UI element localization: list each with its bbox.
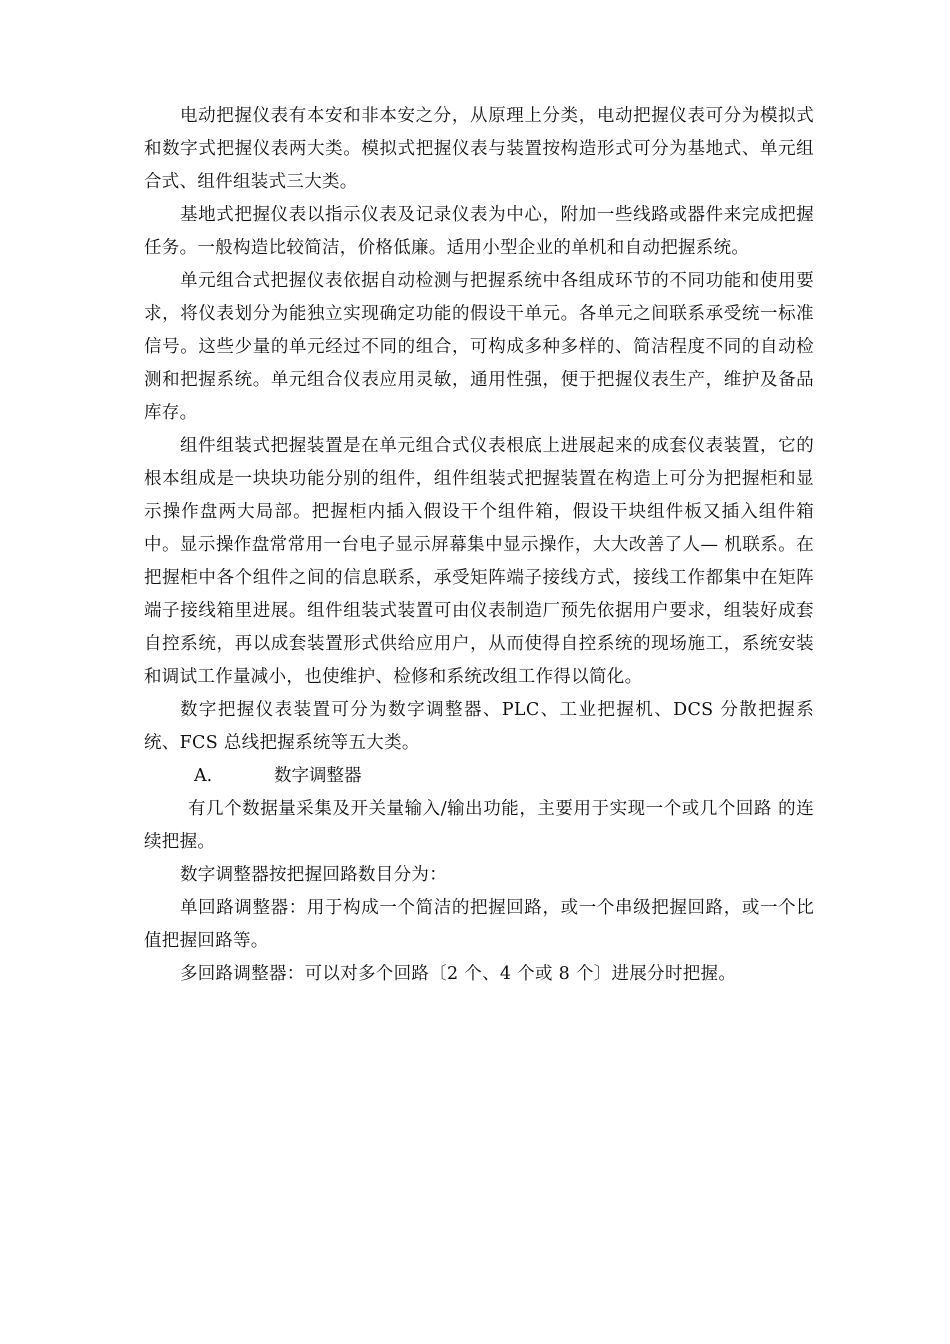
list-marker: A. <box>194 766 213 786</box>
paragraph-base-type-instruments: 基地式把握仪表以指示仪表及记录仪表为中心，附加一些线路或器件来完成把握任务。一般构造比较简洁，价格低廉。适用小型企业的单机和自动把握系统。 <box>144 205 814 258</box>
paragraph-unit-combination-instruments: 单元组合式把握仪表依据自动检测与把握系统中各组成环节的不同功能和使用要求，将仪表划分为能独立实现确定功能的假设干单元。各单元之间联系承受统一标准信号。这些少量的单元经过不同的组合，可构成多种多样的、简洁程度不同的自动检测和把握系统。单元组合仪表应用灵敏，通用性强，便于把握仪表生产，维护及备品库存。 <box>144 271 814 423</box>
paragraph-digital-control-categories: 数字把握仪表装置可分为数字调整器、PLC、工业把握机、DCS 分散把握系统、FCS 总线把握系统等五大类。 <box>144 700 814 753</box>
document-body <box>144 100 814 991</box>
paragraph-regulator-functions: 有几个数据量采集及开关量输入/输出功能，主要用于实现一个或几个回路 的连续把握。 <box>144 799 814 852</box>
paragraph-single-loop-regulator: 单回路调整器：用于构成一个简洁的把握回路，或一个串级把握回路，或一个比值把握回路等。 <box>144 898 814 951</box>
list-heading-digital-regulator <box>144 760 814 793</box>
list-label: 数字调整器 <box>274 766 362 786</box>
paragraph-multi-loop-regulator: 多回路调整器：可以对多个回路〔2 个、4 个或 8 个〕进展分时把握。 <box>180 964 737 984</box>
paragraph-analog-digital-classification: 电动把握仪表有本安和非本安之分，从原理上分类，电动把握仪表可分为模拟式和数字式把握仪表两大类。模拟式把握仪表与装置按构造形式可分为基地式、单元组合式、组件组装式三大类。 <box>144 106 814 192</box>
paragraph-component-assembly-devices: 组件组装式把握装置是在单元组合式仪表根底上进展起来的成套仪表装置，它的根本组成是一块块功能分别的组件，组件组装式把握装置在构造上可分为把握柜和显示操作盘两大局部。把握柜内插入假设干个组件箱，假设干块组件板又插入组件箱中。显示操作盘常常用一台电子显示屏幕集中显示操作，大大改善了人— 机联系。在把握柜中各个组件之间的信息联系，承受矩阵端子接线方式，接线工作都集中在矩阵端子接线箱里进展。组件组装式装置可由仪表制造厂预先依据用户要求，组装好成套自控系统，再以成套装置形式供给应用户，从而使得自控系统的现场施工，系统安装和调试工作量减小，也使维护、检修和系统改组工作得以简化。 <box>144 436 814 687</box>
paragraph-regulator-classification: 数字调整器按把握回路数目分为： <box>180 865 447 885</box>
